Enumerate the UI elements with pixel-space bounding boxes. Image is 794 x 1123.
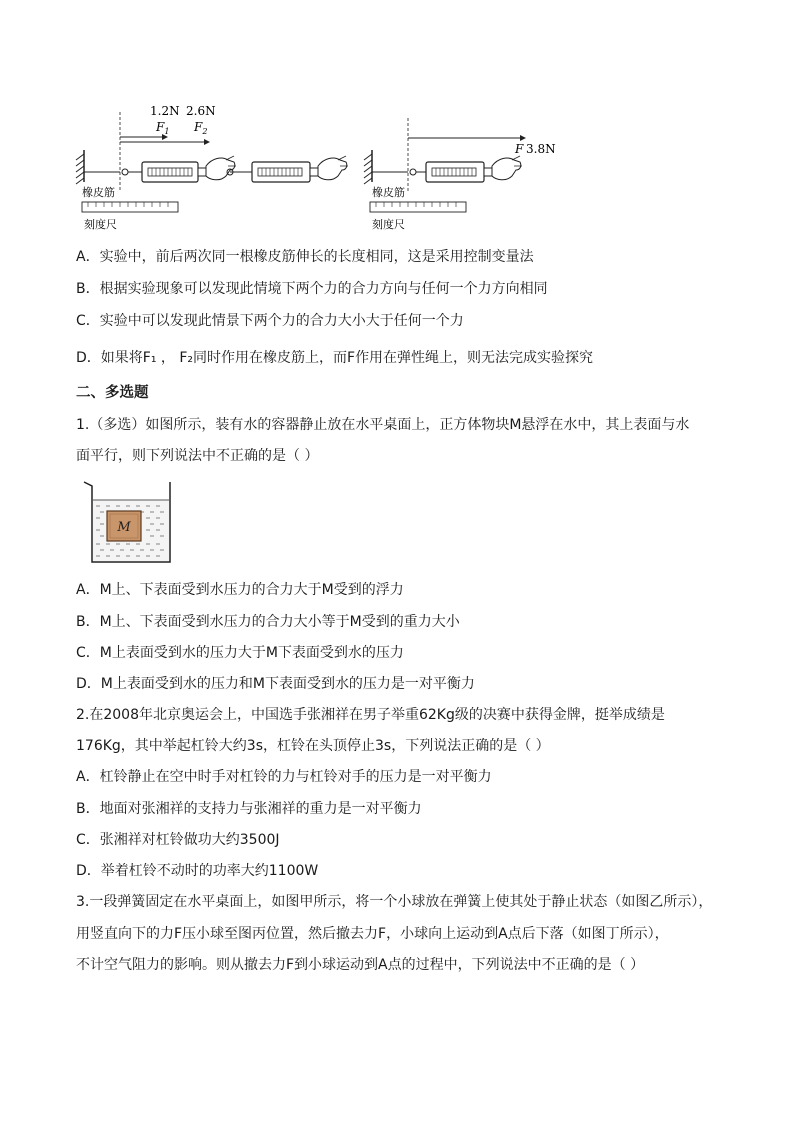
- prev-option-d: D．如果将F₁ ， F₂同时作用在橡皮筋上，而F作用在弹性绳上，则无法完成实验探究: [76, 350, 594, 366]
- f1-value-label: 1.2N: [150, 104, 180, 118]
- left-wall: [76, 150, 84, 184]
- q2-stem-line1: 2.在2008年北京奥运会上，中国选手张湘祥在男子举重62Kg级的决赛中获得金牌，挺举成绩是: [76, 707, 665, 723]
- block-m: [107, 511, 141, 541]
- q1-stem-line1: 1.（多选）如图所示，装有水的容器静止放在水平桌面上，正方体物块M悬浮在水中，其上表面与水: [76, 417, 690, 433]
- right-wall: [364, 150, 372, 184]
- beaker-figure: [82, 478, 182, 568]
- f2-value-label: 2.6N: [186, 104, 216, 118]
- q2-option-b: B．地面对张湘祥的支持力与张湘祥的重力是一对平衡力: [76, 801, 422, 817]
- q1-stem-line2: 面平行，则下列说法中不正确的是（ ）: [76, 448, 319, 464]
- f1-arrow: [120, 134, 168, 140]
- spring-scale-3: [410, 162, 492, 182]
- q2-stem-line2: 176Kg，其中举起杠铃大约3s，杠铃在头顶停止3s，下列说法正确的是（ ）: [76, 738, 550, 754]
- prev-option-b: B．根据实验现象可以发现此情境下两个力的合力方向与任何一个力方向相同: [76, 281, 548, 297]
- spring-scale-2: [227, 162, 318, 182]
- f1-label: $F_1$: [156, 120, 170, 136]
- left-rubber-band-label: 橡皮筋: [82, 186, 115, 199]
- q3-stem-line1: 3.一段弹簧固定在水平桌面上，如图甲所示，将一个小球放在弹簧上使其处于静止状态（如图乙所示），: [76, 894, 713, 910]
- q1-option-d: D．M上表面受到水的压力和M下表面受到水的压力是一对平衡力: [76, 676, 475, 692]
- f2-arrow: [120, 139, 210, 145]
- f-label: F: [515, 142, 524, 156]
- left-ruler: [82, 202, 178, 212]
- right-ruler: [370, 202, 466, 212]
- prev-option-a: A．实验中，前后两次同一根橡皮筋伸长的长度相同，这是采用控制变量法: [76, 249, 534, 265]
- q2-option-c: C．张湘祥对杠铃做功大约3500J: [76, 832, 280, 848]
- hand-3-icon: [492, 156, 522, 180]
- hand-2-icon: [318, 156, 348, 180]
- q1-option-b: B．M上、下表面受到水压力的合力大小等于M受到的重力大小: [76, 614, 460, 630]
- svg-text:M: M: [117, 520, 131, 535]
- q3-stem-line3: 不计空气阻力的影响。则从撤去力F到小球运动到A点的过程中，下列说法中不正确的是（ ）: [76, 957, 645, 973]
- q1-option-a: A．M上、下表面受到水压力的合力大于M受到的浮力: [76, 582, 404, 598]
- right-rubber-band-label: 橡皮筋: [372, 186, 405, 199]
- f2-label: $F_2$: [194, 120, 208, 136]
- spring-scale-1: [122, 162, 206, 182]
- f-value-label: 3.8N: [526, 142, 556, 156]
- section-heading: 二、多选题: [76, 385, 149, 401]
- q2-option-a: A．杠铃静止在空中时手对杠铃的力与杠铃对手的压力是一对平衡力: [76, 769, 492, 785]
- rubber-band-experiment-figure: [70, 96, 556, 236]
- left-ruler-label: 刻度尺: [84, 218, 117, 231]
- q3-stem-line2: 用竖直向下的力F压小球至图丙位置，然后撤去力F，小球向上运动到A点后下落（如图丁所示），: [76, 926, 669, 942]
- prev-option-c: C．实验中可以发现此情景下两个力的合力大小大于任何一个力: [76, 313, 464, 329]
- q1-option-c: C．M上表面受到水的压力大于M下表面受到水的压力: [76, 645, 404, 661]
- hand-1-icon: [206, 156, 236, 180]
- f-arrow: [408, 135, 526, 141]
- q2-option-d: D．举着杠铃不动时的功率大约1100W: [76, 863, 319, 879]
- right-ruler-label: 刻度尺: [372, 218, 405, 231]
